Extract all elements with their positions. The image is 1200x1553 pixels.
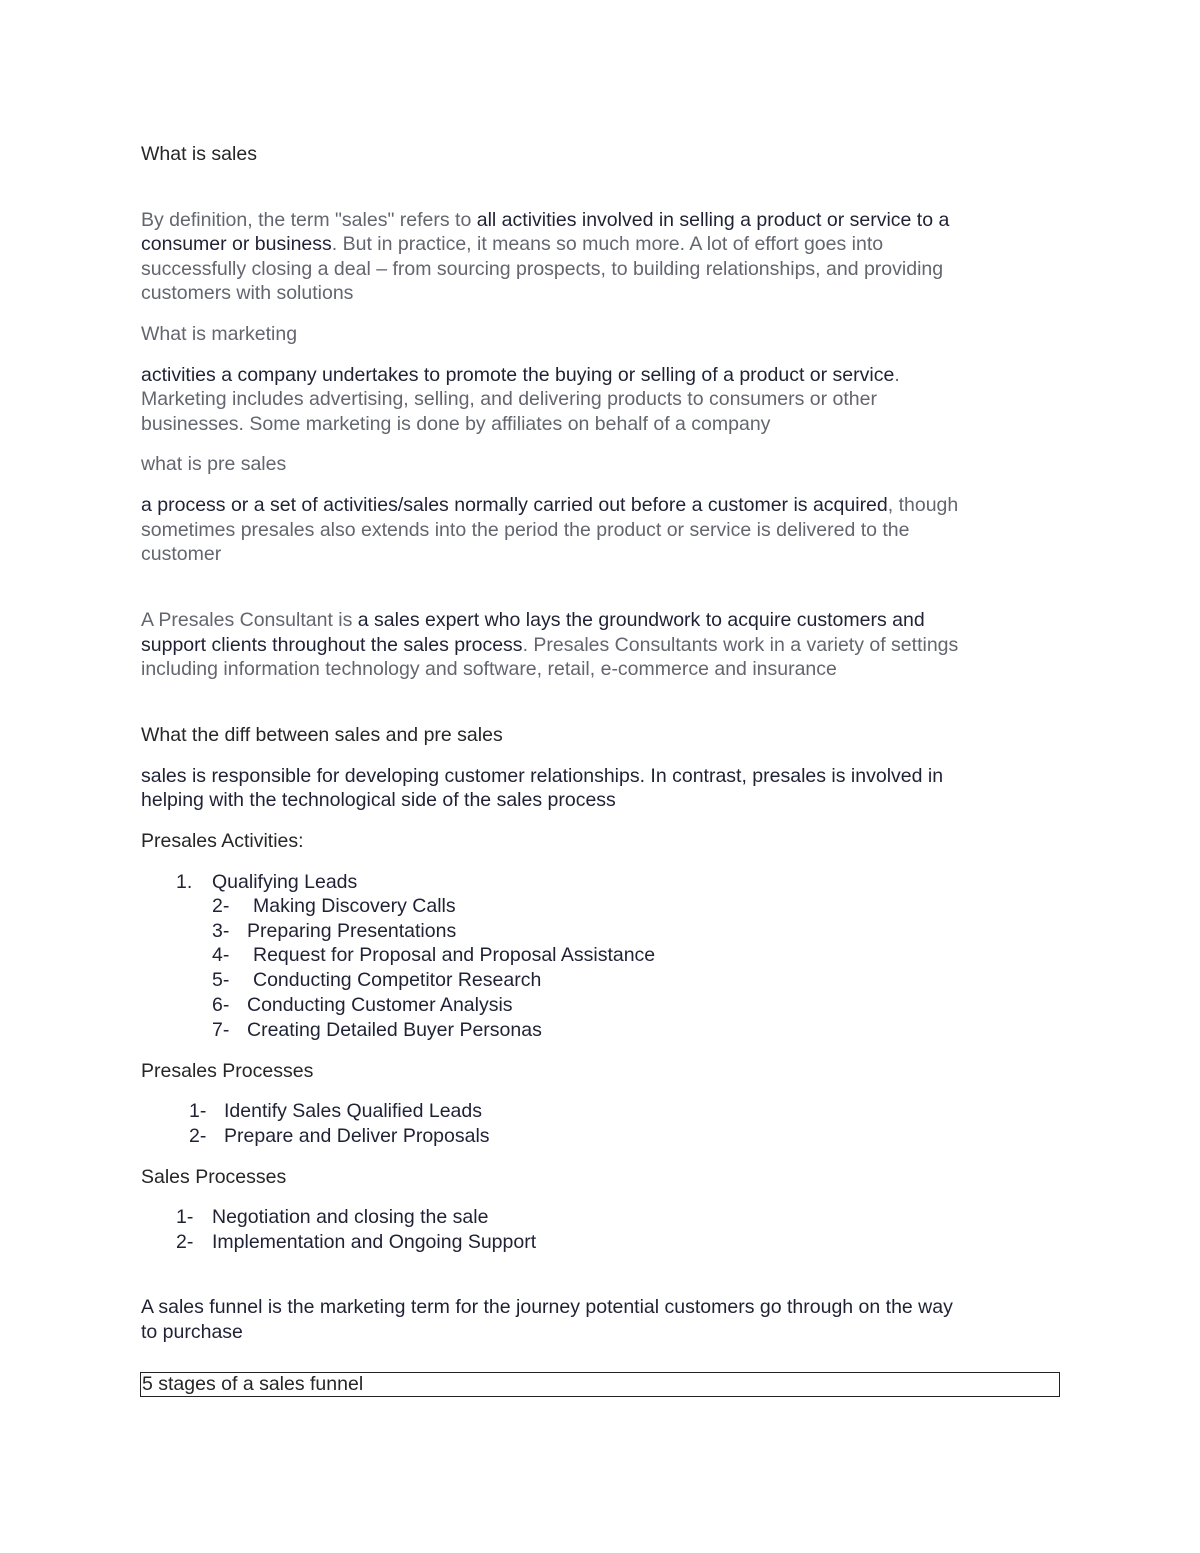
list-item-text: Preparing Presentations	[247, 920, 457, 942]
heading-what-is-marketing: What is marketing	[141, 323, 298, 345]
heading-presales-processes: Presales Processes	[141, 1060, 314, 1082]
list-item-number: 4-	[212, 944, 230, 966]
diff-line-1: sales is responsible for developing customer relationships. In contrast, presales is involved in	[141, 765, 944, 787]
list-item-text: Qualifying Leads	[212, 871, 358, 893]
presales-definition-line-3: customer	[141, 543, 222, 565]
list-item-text: Conducting Customer Analysis	[247, 994, 513, 1016]
heading-what-is-sales: What is sales	[141, 143, 257, 165]
marketing-definition-line-2: Marketing includes advertising, selling, and delivering products to consumers or other	[141, 388, 877, 410]
heading-what-is-pre-sales: what is pre sales	[141, 453, 287, 475]
list-item-number: 1.	[176, 871, 193, 893]
list-item-number: 1-	[176, 1206, 194, 1228]
list-item-text: Negotiation and closing the sale	[212, 1206, 489, 1228]
marketing-definition-line-1: activities a company undertakes to promote the buying or selling of a product or service.	[141, 364, 900, 386]
list-item-text: Request for Proposal and Proposal Assistance	[253, 944, 656, 966]
sales-definition-line-1: By definition, the term "sales" refers to all activities involved in selling a product or service to a	[141, 209, 950, 231]
list-item-text: Identify Sales Qualified Leads	[224, 1100, 482, 1122]
heading-diff: What the diff between sales and pre sales	[141, 724, 503, 746]
diff-line-2: helping with the technological side of the sales process	[141, 789, 616, 811]
stages-box	[140, 1372, 1060, 1397]
consultant-line-3: including information technology and software, retail, e-commerce and insurance	[141, 658, 837, 680]
stages-box-text: 5 stages of a sales funnel	[142, 1373, 364, 1395]
list-item-number: 2-	[189, 1125, 207, 1147]
list-item-number: 1-	[189, 1100, 207, 1122]
sales-definition-line-4: customers with solutions	[141, 282, 354, 304]
list-item-text: Implementation and Ongoing Support	[212, 1231, 537, 1253]
heading-sales-processes: Sales Processes	[141, 1166, 287, 1188]
sales-definition-line-2: consumer or business. But in practice, it means so much more. A lot of effort goes into	[141, 233, 884, 255]
consultant-line-2: support clients throughout the sales process. Presales Consultants work in a variety of settings	[141, 634, 959, 656]
list-item-number: 7-	[212, 1019, 230, 1041]
presales-definition-line-1: a process or a set of activities/sales normally carried out before a customer is acquired, though	[141, 494, 959, 516]
list-item-text: Prepare and Deliver Proposals	[224, 1125, 490, 1147]
list-item-number: 2-	[176, 1231, 194, 1253]
list-item-text: Conducting Competitor Research	[253, 969, 542, 991]
list-item-text: Making Discovery Calls	[253, 895, 456, 917]
list-item-number: 3-	[212, 920, 230, 942]
list-item-number: 6-	[212, 994, 230, 1016]
consultant-line-1: A Presales Consultant is a sales expert who lays the groundwork to acquire customers and	[141, 609, 925, 631]
list-item-number: 2-	[212, 895, 230, 917]
list-item-number: 5-	[212, 969, 230, 991]
funnel-line-2: to purchase	[141, 1321, 243, 1343]
marketing-definition-line-3: businesses. Some marketing is done by affiliates on behalf of a company	[141, 413, 771, 435]
presales-definition-line-2: sometimes presales also extends into the period the product or service is delivered to the	[141, 519, 910, 541]
heading-presales-activities: Presales Activities:	[141, 830, 304, 852]
sales-definition-line-3: successfully closing a deal – from sourcing prospects, to building relationships, and providing	[141, 258, 944, 280]
funnel-line-1: A sales funnel is the marketing term for the journey potential customers go through on the way	[141, 1296, 953, 1318]
list-item-text: Creating Detailed Buyer Personas	[247, 1019, 542, 1041]
